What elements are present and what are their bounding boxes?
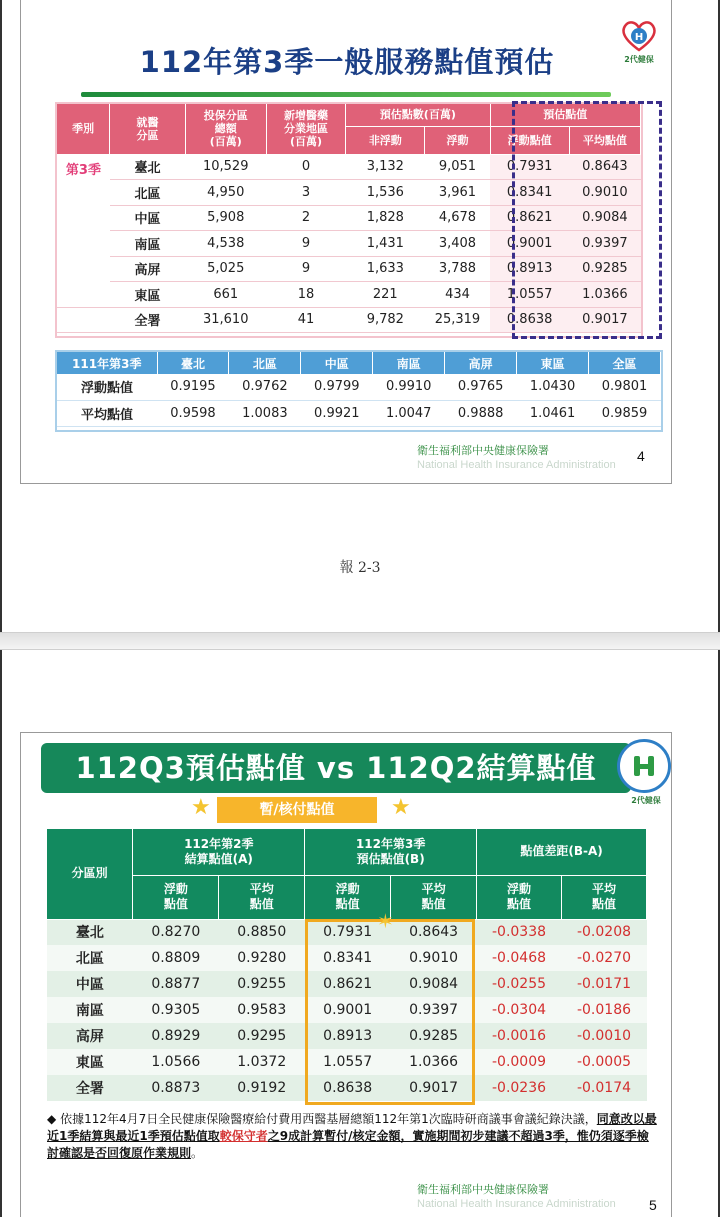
header-q3-avg: 平均 點值 (391, 875, 477, 919)
header-q2: 112年第2季 結算點值(A) (133, 829, 305, 875)
diff-avg-cell: -0.0208 (561, 919, 646, 945)
area-cell: 南區 (47, 997, 133, 1023)
star-icon: ★ (391, 795, 411, 820)
table2-area-header: 北區 (229, 352, 301, 374)
q3-avg-cell: 0.8643 (391, 919, 477, 945)
season-label: 第3季 (57, 154, 110, 307)
title-underline (81, 92, 611, 97)
float-cell: 3,408 (425, 231, 490, 257)
diff-avg-cell: -0.0270 (561, 945, 646, 971)
footer-agency-en: National Health Insurance Administration (417, 1198, 616, 1210)
new-drugs-cell: 9 (266, 231, 345, 257)
table2-avg-cell: 1.0047 (373, 400, 445, 426)
header-new-drugs: 新增醫藥 分業地區 (百萬) (266, 104, 345, 154)
non-float-cell: 1,633 (346, 256, 425, 282)
q3-highlight-box (305, 919, 475, 1105)
header-area: 就醫 分區 (110, 104, 185, 154)
header-q2-float: 浮動 點值 (133, 875, 219, 919)
non-float-cell: 221 (346, 282, 425, 308)
q3-avg-cell: 0.9010 (391, 945, 477, 971)
header-value-group: 預估點值 (490, 104, 641, 126)
section-pill: 暫/核付點值 (217, 797, 377, 823)
forecast-highlight-box (512, 101, 662, 339)
q2-float-cell: 0.9305 (133, 997, 219, 1023)
header-avg-value: 平均點值 (569, 126, 640, 154)
footer-agency-en: National Health Insurance Administration (417, 459, 616, 471)
non-float-cell: 1,536 (346, 180, 425, 206)
area-cell: 全署 (47, 1075, 133, 1101)
avg-value-cell: 0.9084 (569, 205, 640, 231)
diff-float-cell: -0.0236 (477, 1075, 562, 1101)
q2-avg-cell: 0.9295 (219, 1023, 305, 1049)
diff-float-cell: -0.0304 (477, 997, 562, 1023)
q2-float-cell: 0.8877 (133, 971, 219, 997)
table2-corner: 111年第3季 (57, 352, 157, 374)
float-value-cell: 0.8638 (490, 307, 569, 333)
q2-float-cell: 0.8809 (133, 945, 219, 971)
table2-avg-cell: 1.0461 (517, 400, 589, 426)
table2-float-cell: 0.9910 (373, 374, 445, 400)
area-cell: 中區 (110, 205, 185, 231)
table2-area-header: 中區 (301, 352, 373, 374)
table2-avg-cell: 1.0083 (229, 400, 301, 426)
area-cell: 高屏 (110, 256, 185, 282)
area-cell: 北區 (47, 945, 133, 971)
table2-float-cell: 0.9801 (589, 374, 661, 400)
float-value-cell: 1.0557 (490, 282, 569, 308)
star-icon: ★ (191, 795, 211, 820)
new-drugs-cell: 2 (266, 205, 345, 231)
new-drugs-cell: 3 (266, 180, 345, 206)
area-cell: 全署 (110, 307, 185, 333)
header-diff-avg: 平均 點值 (561, 875, 646, 919)
table2-avg-cell: 0.9921 (301, 400, 373, 426)
new-drugs-cell: 41 (266, 307, 345, 333)
avg-value-cell: 1.0366 (569, 282, 640, 308)
table2-float-cell: 1.0430 (517, 374, 589, 400)
slide-page-5 (20, 732, 672, 1217)
float-value-cell: 0.7931 (490, 154, 569, 180)
area-cell: 南區 (110, 231, 185, 257)
q2-avg-cell: 1.0372 (219, 1049, 305, 1075)
diff-avg-cell: -0.0010 (561, 1023, 646, 1049)
note-text-2: 同意改以最近1季結算與最近1季預估點值取 (47, 1112, 657, 1143)
q2-float-cell: 1.0566 (133, 1049, 219, 1075)
diff-float-cell: -0.0009 (477, 1049, 562, 1075)
slide-page-4 (20, 0, 672, 484)
sparkle-icon: ✶ (377, 909, 394, 933)
page-number: 4 (637, 448, 645, 464)
avg-value-cell: 0.9285 (569, 256, 640, 282)
float-value-cell: 0.9001 (490, 231, 569, 257)
area-cell: 中區 (47, 971, 133, 997)
footer-agency-cn: 衛生福利部中央健康保險署 (417, 444, 549, 457)
diff-float-cell: -0.0338 (477, 919, 562, 945)
header-season: 季別 (57, 104, 110, 154)
table2-area-header: 全區 (589, 352, 661, 374)
q2-float-cell: 0.8270 (133, 919, 219, 945)
page-number: 5 (649, 1197, 657, 1213)
q3-float-cell: 1.0557 (305, 1049, 391, 1075)
avg-value-cell: 0.9010 (569, 180, 640, 206)
decision-note (47, 1111, 657, 1162)
float-cell: 3,961 (425, 180, 490, 206)
q3-float-cell: 0.8913 (305, 1023, 391, 1049)
table2-area-header: 高屏 (445, 352, 517, 374)
header-q3-float: 浮動 點值 (305, 875, 391, 919)
diff-avg-cell: -0.0186 (561, 997, 646, 1023)
non-float-cell: 1,431 (346, 231, 425, 257)
header-float-value: 浮動點值 (490, 126, 569, 154)
q2-float-cell: 0.8873 (133, 1075, 219, 1101)
budget-cell: 4,950 (185, 180, 266, 206)
diff-avg-cell: -0.0005 (561, 1049, 646, 1075)
new-drugs-cell: 0 (266, 154, 345, 180)
table2-avg-cell: 0.9888 (445, 400, 517, 426)
nhi-round-logo-icon (617, 739, 671, 793)
note-text-4: 之9成計算暫付/核定金額，實施期間初步建議不超過3季，惟仍須逐季檢討確認是否回復原作業規則 (47, 1129, 649, 1160)
q2-float-cell: 0.8929 (133, 1023, 219, 1049)
table2-float-cell: 0.9195 (157, 374, 229, 400)
page-label: 報 2-3 (339, 560, 381, 576)
table2-float-cell: 0.9762 (229, 374, 301, 400)
slide-title: 112年第3季一般服務點值預估 (139, 45, 555, 79)
table2-float-cell: 0.9765 (445, 374, 517, 400)
float-value-cell: 0.8621 (490, 205, 569, 231)
float-cell: 434 (425, 282, 490, 308)
slide-title: 112Q3預估點值 vs 112Q2結算點值 (41, 743, 631, 793)
q2-avg-cell: 0.9255 (219, 971, 305, 997)
area-cell: 東區 (47, 1049, 133, 1075)
diff-float-cell: -0.0468 (477, 945, 562, 971)
area-cell: 高屏 (47, 1023, 133, 1049)
table2-area-header: 臺北 (157, 352, 229, 374)
header-diff-float: 浮動 點值 (477, 875, 562, 919)
q3-float-cell: 0.9001 (305, 997, 391, 1023)
diff-avg-cell: -0.0171 (561, 971, 646, 997)
budget-cell: 4,538 (185, 231, 266, 257)
note-text-1: 依據112年4月7日全民健康保險醫療給付費用西醫基層總額112年第1次臨時研商議事會議紀錄決議， (60, 1112, 597, 1126)
q3-float-cell: 0.8621 (305, 971, 391, 997)
avg-value-cell: 0.9017 (569, 307, 640, 333)
q3-avg-cell: 1.0366 (391, 1049, 477, 1075)
area-cell: 東區 (110, 282, 185, 308)
float-value-cell: 0.8341 (490, 180, 569, 206)
header-q2-avg: 平均 點值 (219, 875, 305, 919)
diff-float-cell: -0.0255 (477, 971, 562, 997)
table2-area-header: 東區 (517, 352, 589, 374)
note-bullet: ◆ (47, 1112, 57, 1126)
q2-avg-cell: 0.9280 (219, 945, 305, 971)
float-cell: 3,788 (425, 256, 490, 282)
header-points-group: 預估點數(百萬) (346, 104, 490, 126)
prior-year-table (57, 352, 661, 427)
budget-cell: 10,529 (185, 154, 266, 180)
header-float: 浮動 (425, 126, 490, 154)
table2-float-label: 浮動點值 (57, 374, 157, 400)
non-float-cell: 1,828 (346, 205, 425, 231)
avg-value-cell: 0.9397 (569, 231, 640, 257)
float-cell: 9,051 (425, 154, 490, 180)
area-cell: 臺北 (47, 919, 133, 945)
header-non-float: 非浮動 (346, 126, 425, 154)
diff-float-cell: -0.0016 (477, 1023, 562, 1049)
q2-avg-cell: 0.9192 (219, 1075, 305, 1101)
svg-text:H: H (634, 32, 644, 43)
diff-avg-cell: -0.0174 (561, 1075, 646, 1101)
page-separator (0, 632, 720, 650)
float-value-cell: 0.8913 (490, 256, 569, 282)
table2-avg-cell: 0.9859 (589, 400, 661, 426)
float-cell: 25,319 (425, 307, 490, 333)
new-drugs-cell: 9 (266, 256, 345, 282)
q2-avg-cell: 0.8850 (219, 919, 305, 945)
note-text-5: 。 (191, 1146, 204, 1160)
budget-cell: 661 (185, 282, 266, 308)
footer-agency-cn: 衛生福利部中央健康保險署 (417, 1183, 549, 1196)
q3-float-cell: 0.8341 (305, 945, 391, 971)
header-q3: 112年第3季 預估點值(B) (305, 829, 477, 875)
avg-value-cell: 0.8643 (569, 154, 640, 180)
q3-avg-cell: 0.9285 (391, 1023, 477, 1049)
budget-cell: 31,610 (185, 307, 266, 333)
table2-float-cell: 0.9799 (301, 374, 373, 400)
area-cell: 北區 (110, 180, 185, 206)
header-budget: 投保分區 總額 (百萬) (185, 104, 266, 154)
non-float-cell: 9,782 (346, 307, 425, 333)
table2-avg-cell: 0.9598 (157, 400, 229, 426)
float-cell: 4,678 (425, 205, 490, 231)
area-cell: 臺北 (110, 154, 185, 180)
q3-float-cell: 0.8638 (305, 1075, 391, 1101)
new-drugs-cell: 18 (266, 282, 345, 308)
budget-cell: 5,025 (185, 256, 266, 282)
note-text-3: 較保守者 (219, 1129, 268, 1143)
table2-avg-label: 平均點值 (57, 400, 157, 426)
logo-subtitle: 2代健保 (631, 796, 661, 805)
empty-cell (57, 307, 110, 333)
budget-cell: 5,908 (185, 205, 266, 231)
non-float-cell: 3,132 (346, 154, 425, 180)
q3-avg-cell: 0.9397 (391, 997, 477, 1023)
table2-area-header: 南區 (373, 352, 445, 374)
q3-avg-cell: 0.9084 (391, 971, 477, 997)
q3-float-cell: 0.7931 (305, 919, 391, 945)
q3-avg-cell: 0.9017 (391, 1075, 477, 1101)
logo-subtitle: 2代健保 (624, 55, 654, 64)
header-diff: 點值差距(B-A) (477, 829, 647, 875)
header-area: 分區別 (47, 829, 133, 919)
q2-avg-cell: 0.9583 (219, 997, 305, 1023)
